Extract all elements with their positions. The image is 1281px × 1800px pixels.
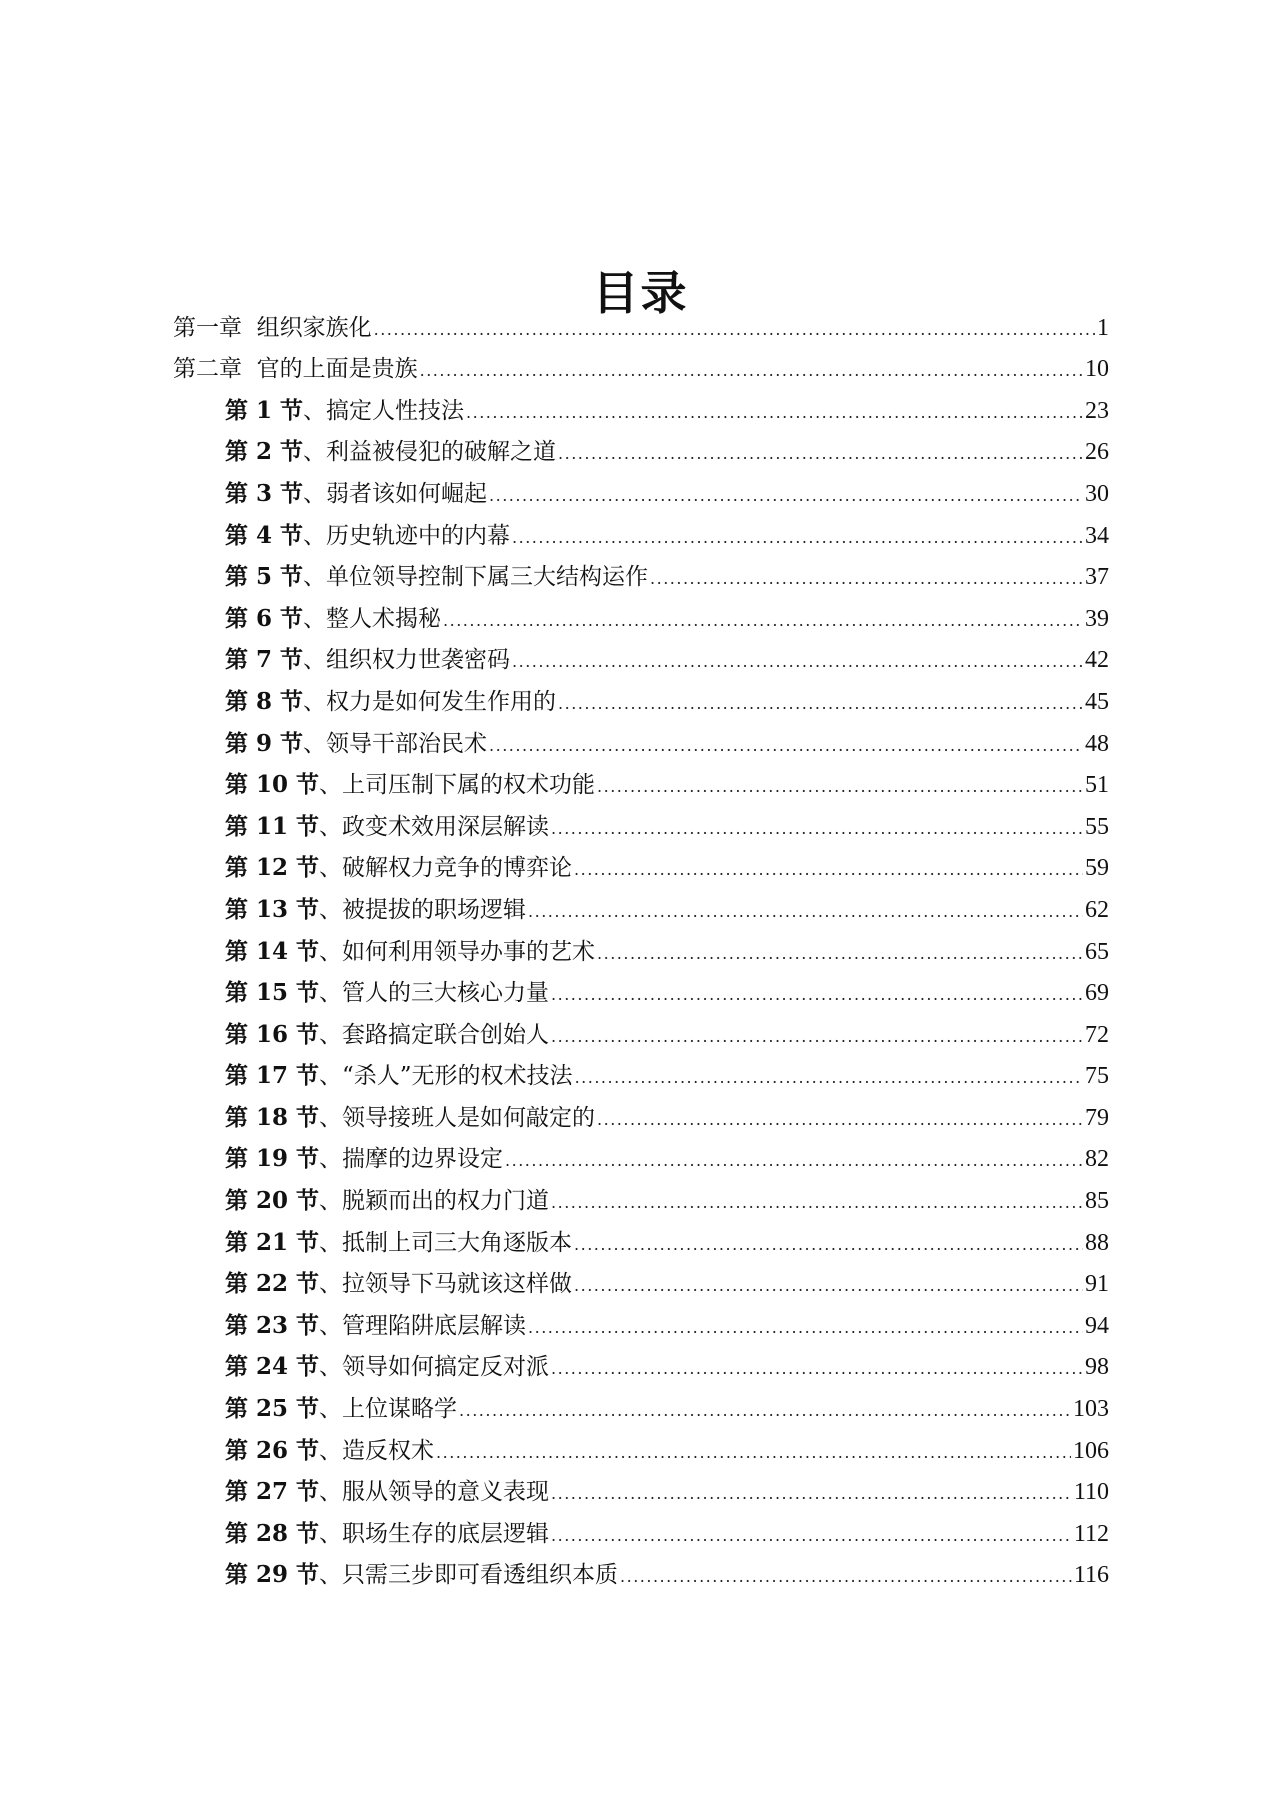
dot-leader <box>459 1400 1071 1422</box>
toc-page-number: 37 <box>1085 564 1109 591</box>
toc-entry-number: 第 2 节 <box>225 438 304 466</box>
toc-entry-number: 第 17 节 <box>225 1062 320 1090</box>
dot-leader <box>489 485 1083 507</box>
toc-entry-number: 第 15 节 <box>225 979 320 1007</box>
page-title: 目录 <box>592 265 689 320</box>
dot-leader <box>528 901 1083 923</box>
toc-page-number: 91 <box>1085 1271 1109 1298</box>
toc-entry-number: 第二章 <box>173 356 242 383</box>
toc-section-entry[interactable] <box>0 471 1281 513</box>
toc-entry-title: 、搞定人性技法 <box>303 397 465 424</box>
dot-leader <box>574 1275 1083 1297</box>
dot-leader <box>436 1442 1071 1464</box>
toc-entry-label <box>225 978 549 1008</box>
toc-entry-label <box>225 479 487 509</box>
toc-entry-title: 、弱者该如何崛起 <box>303 480 488 507</box>
dot-leader <box>558 443 1083 465</box>
toc-entry-label <box>225 853 572 883</box>
toc-entry-number: 第 13 节 <box>225 895 320 923</box>
toc-section-entry[interactable] <box>0 1428 1281 1470</box>
toc-section-entry[interactable] <box>0 846 1281 888</box>
toc-section-entry[interactable] <box>0 679 1281 721</box>
dot-leader <box>558 693 1083 715</box>
dot-leader <box>650 568 1083 590</box>
toc-entry-number: 第 1 节 <box>225 396 304 424</box>
toc-entry-label <box>225 1186 549 1216</box>
toc-section-entry[interactable] <box>0 929 1281 971</box>
toc-entry-title: 、整人术揭秘 <box>303 605 442 632</box>
toc-page-number: 39 <box>1085 605 1109 632</box>
toc-section-entry[interactable] <box>0 1303 1281 1345</box>
toc-entry-label <box>225 604 441 634</box>
toc-section-entry[interactable] <box>0 1095 1281 1137</box>
toc-entry-label <box>225 895 526 925</box>
toc-entry-title: 、权力是如何发生作用的 <box>303 688 557 715</box>
toc-entry-title: 、揣摩的边界设定 <box>319 1146 504 1173</box>
toc-entry-number: 第 6 节 <box>225 604 304 632</box>
toc-section-entry[interactable] <box>0 887 1281 929</box>
toc-entry-number: 第 14 节 <box>225 937 320 965</box>
toc-entry-title: 、被提拔的职场逻辑 <box>319 896 527 923</box>
toc-page-number: 45 <box>1085 688 1109 715</box>
toc-section-entry[interactable] <box>0 1220 1281 1262</box>
toc-page-number: 112 <box>1073 1520 1109 1547</box>
toc-entry-label <box>225 562 648 592</box>
toc-page-number: 72 <box>1085 1021 1109 1048</box>
dot-leader <box>528 1317 1083 1339</box>
dot-leader <box>551 984 1083 1006</box>
toc-entry-label <box>225 1311 526 1341</box>
dot-leader <box>551 1026 1083 1048</box>
dot-leader <box>551 1483 1072 1505</box>
toc-entry-title: 、套路搞定联合创始人 <box>319 1021 550 1048</box>
toc-entry-label <box>225 521 510 551</box>
toc-page-number: 85 <box>1085 1188 1109 1215</box>
toc-entry-number: 第 12 节 <box>225 854 320 882</box>
toc-entry-number: 第 20 节 <box>225 1187 320 1215</box>
dot-leader <box>574 859 1083 881</box>
toc-section-entry[interactable] <box>0 1511 1281 1553</box>
toc-entry-number: 第 27 节 <box>225 1478 320 1506</box>
dot-leader <box>512 527 1083 549</box>
toc-page-number: 30 <box>1085 480 1109 507</box>
toc-entry-number: 第 16 节 <box>225 1020 320 1048</box>
toc-entry-number: 第 4 节 <box>225 521 304 549</box>
dot-leader <box>466 402 1083 424</box>
toc-section-entry[interactable] <box>0 1262 1281 1304</box>
toc-entry-label <box>225 812 549 842</box>
toc-entry-number: 第 9 节 <box>225 729 304 757</box>
toc-entry-title: 、管理陷阱底层解读 <box>319 1312 527 1339</box>
toc-entry-number: 第 26 节 <box>225 1436 320 1464</box>
toc-page-number: 88 <box>1085 1229 1109 1256</box>
toc-entry-number: 第 23 节 <box>225 1311 320 1339</box>
toc-page-number: 94 <box>1085 1312 1109 1339</box>
toc-entry-title: 、如何利用领导办事的艺术 <box>319 938 596 965</box>
toc-entry-number: 第 28 节 <box>225 1519 320 1547</box>
toc-page-number: 62 <box>1085 896 1109 923</box>
dot-leader <box>489 735 1083 757</box>
toc-entry-title: 、管人的三大核心力量 <box>319 980 550 1007</box>
toc-entry-label <box>225 1103 595 1133</box>
toc-entry-title: 、上位谋略学 <box>319 1396 458 1423</box>
toc-entry-label <box>225 1061 573 1091</box>
toc-section-entry[interactable] <box>0 555 1281 597</box>
dot-leader <box>505 1150 1083 1172</box>
dot-leader <box>575 1067 1083 1089</box>
toc-entry-number: 第 24 节 <box>225 1353 320 1381</box>
toc-section-entry[interactable] <box>0 596 1281 638</box>
toc-section-entry[interactable] <box>0 1553 1281 1595</box>
toc-entry-number: 第 19 节 <box>225 1145 320 1173</box>
toc-section-entry[interactable] <box>0 1470 1281 1512</box>
dot-leader <box>420 360 1083 382</box>
toc-page-number: 59 <box>1085 855 1109 882</box>
toc-entry-number: 第 22 节 <box>225 1270 320 1298</box>
toc-entry-title: 、历史轨迹中的内幕 <box>303 522 511 549</box>
toc-entry-label <box>225 1352 549 1382</box>
dot-leader <box>597 943 1083 965</box>
toc-entry-label <box>225 1020 549 1050</box>
toc-entry-number: 第一章 <box>173 314 242 341</box>
dot-leader <box>443 610 1083 632</box>
toc-page-number: 10 <box>1085 356 1109 383</box>
dot-leader <box>551 818 1083 840</box>
toc-entry-number: 第 10 节 <box>225 771 320 799</box>
toc-section-entry[interactable] <box>0 971 1281 1013</box>
toc-entry-title: 、“杀人”无形的权术技法 <box>319 1063 573 1090</box>
dot-leader <box>574 1234 1083 1256</box>
toc-entry-label <box>225 645 510 675</box>
toc-entry-number: 第 8 节 <box>225 687 304 715</box>
toc-entry-label <box>225 1436 434 1466</box>
toc-entry-title: 、组织权力世袭密码 <box>303 647 511 674</box>
toc-page-number: 42 <box>1085 647 1109 674</box>
toc-chapter-entry[interactable] <box>0 347 1281 389</box>
toc-section-entry[interactable] <box>0 721 1281 763</box>
toc-section-entry[interactable] <box>0 1054 1281 1096</box>
toc-entry-title: 、脱颖而出的权力门道 <box>319 1188 550 1215</box>
toc-entry-title: 、上司压制下属的权术功能 <box>319 772 596 799</box>
toc-entry-title: 、造反权术 <box>319 1437 435 1464</box>
toc-page-number: 34 <box>1085 522 1109 549</box>
toc-entry-label <box>225 1394 457 1424</box>
toc-entry-label <box>225 729 487 759</box>
toc-page-number: 79 <box>1085 1104 1109 1131</box>
toc-entry-number: 第 11 节 <box>225 812 320 840</box>
toc-page-number: 116 <box>1073 1562 1109 1589</box>
toc-entry-title: 、抵制上司三大角逐版本 <box>319 1229 573 1256</box>
toc-page-number: 1 <box>1097 314 1109 341</box>
toc-entry-number: 第 18 节 <box>225 1103 320 1131</box>
toc-entry-label <box>225 1560 618 1590</box>
toc-section-entry[interactable] <box>0 388 1281 430</box>
dot-leader <box>551 1358 1083 1380</box>
toc-entry-number: 第 25 节 <box>225 1395 320 1423</box>
toc-page-number: 48 <box>1085 730 1109 757</box>
toc-entry-label <box>225 1228 572 1258</box>
toc-entry-title: 、领导干部治民术 <box>303 730 488 757</box>
toc-entry-label <box>225 770 595 800</box>
toc-page-number: 106 <box>1073 1437 1109 1464</box>
toc-entry-label <box>225 396 464 426</box>
toc-entry-title: 官的上面是贵族 <box>242 356 418 383</box>
toc-entry-label <box>225 437 556 467</box>
toc-section-entry[interactable] <box>0 1178 1281 1220</box>
toc-page-number: 65 <box>1085 938 1109 965</box>
toc-section-entry[interactable] <box>0 804 1281 846</box>
toc-page-number: 75 <box>1085 1063 1109 1090</box>
dot-leader <box>374 319 1095 341</box>
toc-entry-label <box>173 313 372 343</box>
dot-leader <box>551 1525 1072 1547</box>
toc-page-number: 69 <box>1085 980 1109 1007</box>
dot-leader <box>597 776 1083 798</box>
toc-entry-label <box>225 1269 572 1299</box>
toc-entry-label <box>173 354 418 384</box>
dot-leader <box>597 1109 1083 1131</box>
toc-page-number: 23 <box>1085 397 1109 424</box>
toc-entry-title: 、破解权力竞争的博弈论 <box>319 855 573 882</box>
toc-page-number: 98 <box>1085 1354 1109 1381</box>
toc-section-entry[interactable] <box>0 1345 1281 1387</box>
toc-entry-label <box>225 687 556 717</box>
toc-page-number: 82 <box>1085 1146 1109 1173</box>
toc-entry-title: 、只需三步即可看透组织本质 <box>319 1562 619 1589</box>
toc-section-entry[interactable] <box>0 1386 1281 1428</box>
toc-entry-number: 第 29 节 <box>225 1561 320 1589</box>
toc-page-number: 26 <box>1085 439 1109 466</box>
toc-entry-title: 、领导如何搞定反对派 <box>319 1354 550 1381</box>
toc-section-entry[interactable] <box>0 1012 1281 1054</box>
toc-entry-title: 、服从领导的意义表现 <box>319 1479 550 1506</box>
toc-page-number: 51 <box>1085 772 1109 799</box>
toc-entry-title: 组织家族化 <box>242 314 372 341</box>
toc-entry-title: 、政变术效用深层解读 <box>319 813 550 840</box>
toc-section-entry[interactable] <box>0 763 1281 805</box>
toc-entry-label <box>225 1144 503 1174</box>
toc-entry-title: 、拉领导下马就该这样做 <box>319 1271 573 1298</box>
toc-entry-label <box>225 1477 549 1507</box>
toc-page-number: 55 <box>1085 813 1109 840</box>
toc-entry-number: 第 3 节 <box>225 479 304 507</box>
table-of-contents <box>0 305 1281 1594</box>
toc-entry-number: 第 21 节 <box>225 1228 320 1256</box>
toc-entry-label <box>225 1519 549 1549</box>
toc-entry-title: 、单位领导控制下属三大结构运作 <box>303 564 649 591</box>
toc-section-entry[interactable] <box>0 430 1281 472</box>
toc-entry-title: 、职场生存的底层逻辑 <box>319 1520 550 1547</box>
dot-leader <box>551 1192 1083 1214</box>
dot-leader <box>620 1566 1072 1588</box>
toc-section-entry[interactable] <box>0 1137 1281 1179</box>
toc-page-number: 103 <box>1073 1396 1109 1423</box>
toc-entry-title: 、利益被侵犯的破解之道 <box>303 439 557 466</box>
toc-entry-number: 第 7 节 <box>225 646 304 674</box>
toc-entry-number: 第 5 节 <box>225 563 304 591</box>
toc-section-entry[interactable] <box>0 638 1281 680</box>
dot-leader <box>512 651 1083 673</box>
toc-entry-title: 、领导接班人是如何敲定的 <box>319 1104 596 1131</box>
toc-section-entry[interactable] <box>0 513 1281 555</box>
toc-entry-label <box>225 937 595 967</box>
toc-chapter-entry[interactable] <box>0 305 1281 347</box>
toc-page-number: 110 <box>1073 1479 1109 1506</box>
